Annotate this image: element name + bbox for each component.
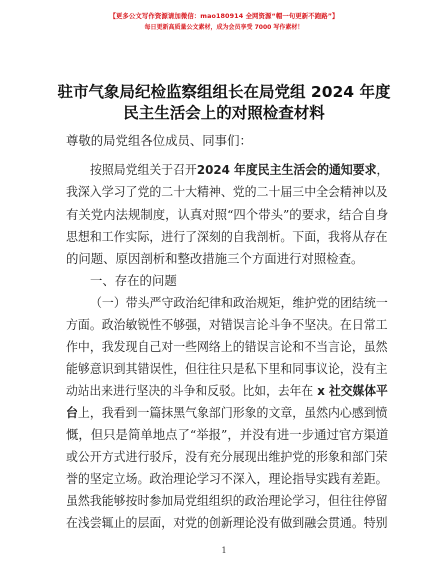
item1-line-1: （一）带头严守政治纪律和政治规矩，维护党的团结统一 — [90, 295, 388, 310]
document-title — [40, 82, 408, 124]
promo-banner-line-1: 【更多公文写作资源请加微信：mao180914 全网资源“帽一句更新不跑路”】 — [109, 12, 339, 20]
item1-line-8: 或公开方式进行驳斥，没有充分展现出维护党的形象和部门荣 — [66, 449, 388, 464]
intro-line-4: 思想和工作实际，进行了深刻的自我剖析。下面，我将从存在 — [66, 229, 388, 244]
item1-line-11: 在浅尝辄止的层面，对党的创新理论没有做到融会贯通。特别 — [66, 515, 388, 530]
intro-line-2: 我深入学习了党的二十大精神、党的二十届三中全会精神以及 — [66, 184, 388, 199]
salutation: 尊敬的局党组各位成员、同事们： — [66, 133, 252, 148]
promo-banner-line-2: 每日更新高质量公文素材，成为会员享受 7000 写作素材！ — [144, 24, 304, 31]
item1-line-3: 作中，我发现自己对一些网络上的错误言论和不当言论，虽然 — [66, 339, 388, 354]
item1-line-4: 能够意识到其错误性，但往往只是私下里和同事议论，没有主 — [66, 361, 388, 376]
item1-line-6: 台上，我看到一篇抹黑气象部门形象的文章，虽然内心感到愤 — [66, 405, 388, 420]
intro-line-3: 有关党内法规制度，认真对照“四个带头”的要求，结合自身 — [66, 207, 389, 222]
title-line-2: 民主生活会上的对照检查材料 — [123, 104, 325, 122]
intro-line-5: 的问题、原因剖析和整改措施三个方面进行对照检查。 — [66, 251, 364, 266]
item1-line-9: 誉的坚定立场。政治理论学习不深入，理论指导实践有差距。 — [66, 471, 388, 486]
item1-line-10: 虽然我能够按时参加局党组组织的政治理论学习，但往往停留 — [66, 493, 388, 508]
intro-line-1: 按照局党组关于召开2024 年度民主生活会的通知要求， — [90, 162, 389, 177]
item1-line-2: 方面。政治敏锐性不够强，对错误言论斗争不坚决。在日常工 — [66, 317, 388, 332]
section-heading: 一、存在的问题 — [90, 273, 177, 288]
item1-line-7: 慨，但只是简单地点了“举报”，并没有进一步通过官方渠道 — [66, 427, 389, 442]
item1-line-5: 动站出来进行坚决的斗争和反驳。比如，去年在 x 社交媒体平 — [66, 383, 388, 398]
page-number: 1 — [221, 546, 227, 555]
title-line-1: 驻市气象局纪检监察组组长在局党组 2024 年度 — [57, 83, 391, 101]
